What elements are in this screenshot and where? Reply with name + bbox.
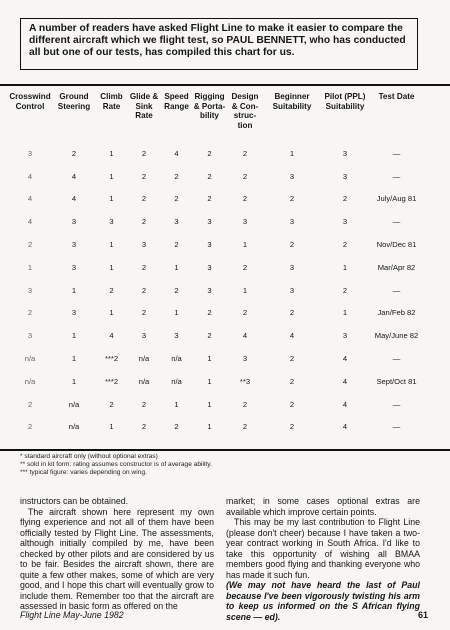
table-cell: — (392, 217, 401, 227)
table-cell: n/a (138, 354, 150, 364)
table-cell: 1 (207, 376, 212, 386)
table-cell: Sept/Oct 81 (376, 376, 417, 386)
table-cell: 2 (207, 331, 212, 341)
table-cell: n/a (68, 422, 80, 432)
table-cell: 2 (141, 171, 147, 181)
column-header: Test Date (378, 92, 415, 101)
table-cell: 2 (141, 285, 147, 295)
table-header-row (8, 92, 424, 142)
table-cell: **3 (239, 376, 251, 386)
table-body (8, 142, 424, 438)
table-row (8, 188, 424, 211)
table-cell: 2 (242, 171, 248, 181)
table-cell: 1 (109, 308, 114, 318)
paragraph: This may be my last contribution to Flight Line (please don't cheer) because I have taken a two-year contract working in South Africa. I'd like to take this opportunity of wishing all BMAA members good flying and thanking everyone who has made it such fun. (226, 517, 420, 580)
table-cell: 2 (207, 194, 212, 204)
aircraft-comparison-table (8, 92, 424, 438)
table-cell: n/a (171, 354, 182, 364)
paragraph: market; in some cases optional extras are available which improve certain points. (226, 496, 420, 517)
table-cell: 2 (141, 399, 147, 409)
table-cell: 3 (174, 331, 179, 341)
table-cell: 2 (174, 171, 179, 181)
column-header: Rigging & Porta-bility (193, 92, 226, 120)
table-cell: 3 (71, 262, 77, 272)
table-cell: — (392, 422, 401, 432)
table-cell: 4 (27, 194, 33, 204)
table-cell: 1 (71, 376, 77, 386)
table-cell: 1 (71, 331, 77, 341)
table-cell: 2 (207, 148, 212, 158)
table-cell: 2 (27, 399, 33, 409)
table-cell: 3 (342, 331, 348, 341)
table-cell: 2 (289, 354, 295, 364)
table-cell: 3 (242, 217, 248, 227)
table-cell: 1 (109, 171, 114, 181)
table-cell: Nov/Dec 81 (376, 240, 417, 250)
paragraph: instructors can be obtained. (20, 496, 129, 506)
table-cell: 1 (109, 148, 114, 158)
table-cell: 3 (71, 217, 77, 227)
table-cell: 4 (174, 148, 179, 158)
table-cell: 3 (207, 240, 212, 250)
table-cell: 2 (174, 240, 179, 250)
table-cell: 1 (207, 354, 212, 364)
table-cell: 2 (242, 262, 248, 272)
table-row (8, 347, 424, 370)
table-cell: 2 (289, 376, 295, 386)
table-cell: 1 (174, 262, 179, 272)
table-cell: 3 (71, 240, 77, 250)
table-row (8, 324, 424, 347)
table-cell: 2 (141, 148, 147, 158)
table-cell: 2 (242, 194, 248, 204)
table-cell: 2 (141, 217, 147, 227)
table-cell: 3 (174, 217, 179, 227)
table-cell: 3 (141, 240, 147, 250)
table-cell: 1 (207, 422, 212, 432)
table-cell: 1 (109, 194, 114, 204)
footnotes (20, 453, 420, 478)
table-cell: 4 (342, 399, 348, 409)
editor-note: (We may not have heard the last of Paul because I've been vigorously twisting his arm to keep us informed on the S African flying scene — ed). (226, 580, 420, 622)
table-cell: — (392, 171, 401, 181)
table-cell: 1 (109, 240, 114, 250)
column-header: Pilot (PPL) Suitability (324, 92, 366, 111)
table-cell: 1 (174, 399, 179, 409)
table-cell: 4 (342, 376, 348, 386)
table-cell: 2 (289, 240, 295, 250)
table-row (8, 233, 424, 256)
table-cell: 1 (289, 148, 295, 158)
table-cell: 4 (342, 354, 348, 364)
table-cell: 4 (242, 331, 248, 341)
table-top-rule (0, 84, 450, 86)
table-cell: 1 (71, 354, 77, 364)
table-cell: 1 (207, 399, 212, 409)
table-cell: 2 (207, 171, 212, 181)
table-cell: 3 (207, 217, 212, 227)
table-cell: 3 (71, 308, 77, 318)
table-cell: 4 (27, 171, 33, 181)
column-header: Speed Range (164, 92, 189, 111)
column-header: Glide & Sink Rate (129, 92, 159, 120)
table-cell: 2 (27, 240, 33, 250)
page-number: 61 (417, 610, 428, 620)
table-cell: 2 (109, 399, 114, 409)
publication-line: Flight Line May-June 1982 (20, 610, 124, 620)
table-row (8, 279, 424, 302)
footnote: * standard aircraft only (without optional extras) (20, 453, 158, 460)
table-cell: 1 (109, 422, 114, 432)
column-header: Beginner Suitability (272, 92, 312, 111)
table-row (8, 416, 424, 439)
table-cell: 4 (109, 331, 114, 341)
table-cell: 2 (342, 240, 348, 250)
table-cell: 1 (242, 285, 248, 295)
table-cell: 2 (141, 308, 147, 318)
table-cell: 2 (242, 308, 248, 318)
table-cell: — (392, 399, 401, 409)
table-cell: 1 (342, 262, 348, 272)
table-cell: 2 (242, 148, 248, 158)
table-bottom-rule (0, 449, 450, 451)
column-header: Crosswind Control (9, 92, 51, 111)
table-cell: n/a (171, 376, 182, 386)
intro-box (20, 18, 418, 70)
table-cell: 1 (27, 262, 33, 272)
table-cell: 4 (27, 217, 33, 227)
table-cell: — (392, 354, 401, 364)
table-cell: 3 (342, 217, 348, 227)
column-header: Climb Rate (100, 92, 123, 111)
table-cell: — (392, 148, 401, 158)
table-row (8, 210, 424, 233)
intro-text: A number of readers have asked Flight Line to make it easier to compare the different aircraft which we flight test, so PAUL BENNETT, who has conducted all but one of our tests, has compiled this chart for us. (29, 23, 406, 58)
table-cell: 3 (207, 262, 212, 272)
table-row (8, 393, 424, 416)
table-cell: 3 (342, 148, 348, 158)
table-cell: 2 (141, 262, 147, 272)
column-header: Design & Con-struc-tion (231, 92, 259, 130)
table-cell: 2 (289, 422, 295, 432)
table-cell: 3 (289, 285, 295, 295)
page-footer (20, 610, 432, 620)
table-cell: 3 (27, 148, 33, 158)
table-cell: 2 (174, 422, 179, 432)
table-cell: 4 (71, 194, 77, 204)
table-cell: 3 (242, 354, 248, 364)
table-cell: — (392, 285, 401, 295)
table-cell: Jan/Feb 82 (377, 308, 416, 318)
table-cell: 3 (141, 331, 147, 341)
table-row (8, 302, 424, 325)
table-cell: n/a (24, 376, 36, 386)
table-cell: July/Aug 81 (376, 194, 417, 204)
table-row (8, 165, 424, 188)
table-cell: 2 (27, 422, 33, 432)
table-cell: May/June 82 (374, 331, 419, 341)
table-cell: 2 (174, 285, 179, 295)
table-cell: 2 (289, 194, 295, 204)
table-cell: 3 (109, 217, 114, 227)
table-cell: n/a (138, 376, 150, 386)
table-cell: 2 (289, 399, 295, 409)
table-cell: 2 (27, 308, 33, 318)
table-cell: 1 (242, 240, 248, 250)
table-cell: 3 (27, 285, 33, 295)
column-header: Ground Steering (57, 92, 91, 111)
table-cell: 2 (242, 399, 248, 409)
footnote: ** sold in kit form: rating assumes constructor is of average ability. (20, 461, 212, 469)
table-row (8, 142, 424, 165)
table-cell: 2 (342, 194, 348, 204)
table-cell: ***2 (104, 354, 119, 364)
table-cell: 2 (141, 422, 147, 432)
table-cell: 4 (342, 422, 348, 432)
table-cell: 1 (174, 308, 179, 318)
table-cell: Mar/Apr 82 (377, 262, 416, 272)
table-cell: 2 (242, 422, 248, 432)
paragraph: The aircraft shown here represent my own flying experience and not all of them have been officially tested by Flight Line. The assessments, although initially compiled by me, have been checked by other pilots and are considered by us to be fair. Besides the aircraft shown, there are quite a few other makes, some of which are very good, and I hope this chart will eventually grow to include them. Remember too that the aircraft are assessed in basic form as offered on the (20, 506, 214, 611)
table-cell: 1 (109, 262, 114, 272)
table-cell: n/a (68, 399, 80, 409)
table-cell: 1 (71, 285, 77, 295)
table-cell: 2 (141, 194, 147, 204)
table-cell: 2 (71, 148, 77, 158)
table-cell: 3 (289, 217, 295, 227)
body-column-left (20, 496, 214, 612)
table-cell: 2 (174, 194, 179, 204)
table-cell: 3 (289, 171, 295, 181)
table-cell: 2 (289, 308, 295, 318)
table-cell: ***2 (104, 376, 119, 386)
table-cell: 2 (342, 285, 348, 295)
table-cell: n/a (24, 354, 36, 364)
table-cell: 1 (342, 308, 348, 318)
table-cell: 2 (109, 285, 114, 295)
table-row (8, 370, 424, 393)
table-row (8, 256, 424, 279)
table-cell: 4 (71, 171, 77, 181)
table-cell: 2 (207, 308, 212, 318)
body-column-right (226, 496, 420, 622)
table-cell: 3 (207, 285, 212, 295)
table-cell: 4 (289, 331, 295, 341)
footnote: *** typical figure: varies depending on wing. (20, 469, 147, 477)
table-cell: 3 (289, 262, 295, 272)
table-cell: 3 (27, 331, 33, 341)
table-cell: 3 (342, 171, 348, 181)
